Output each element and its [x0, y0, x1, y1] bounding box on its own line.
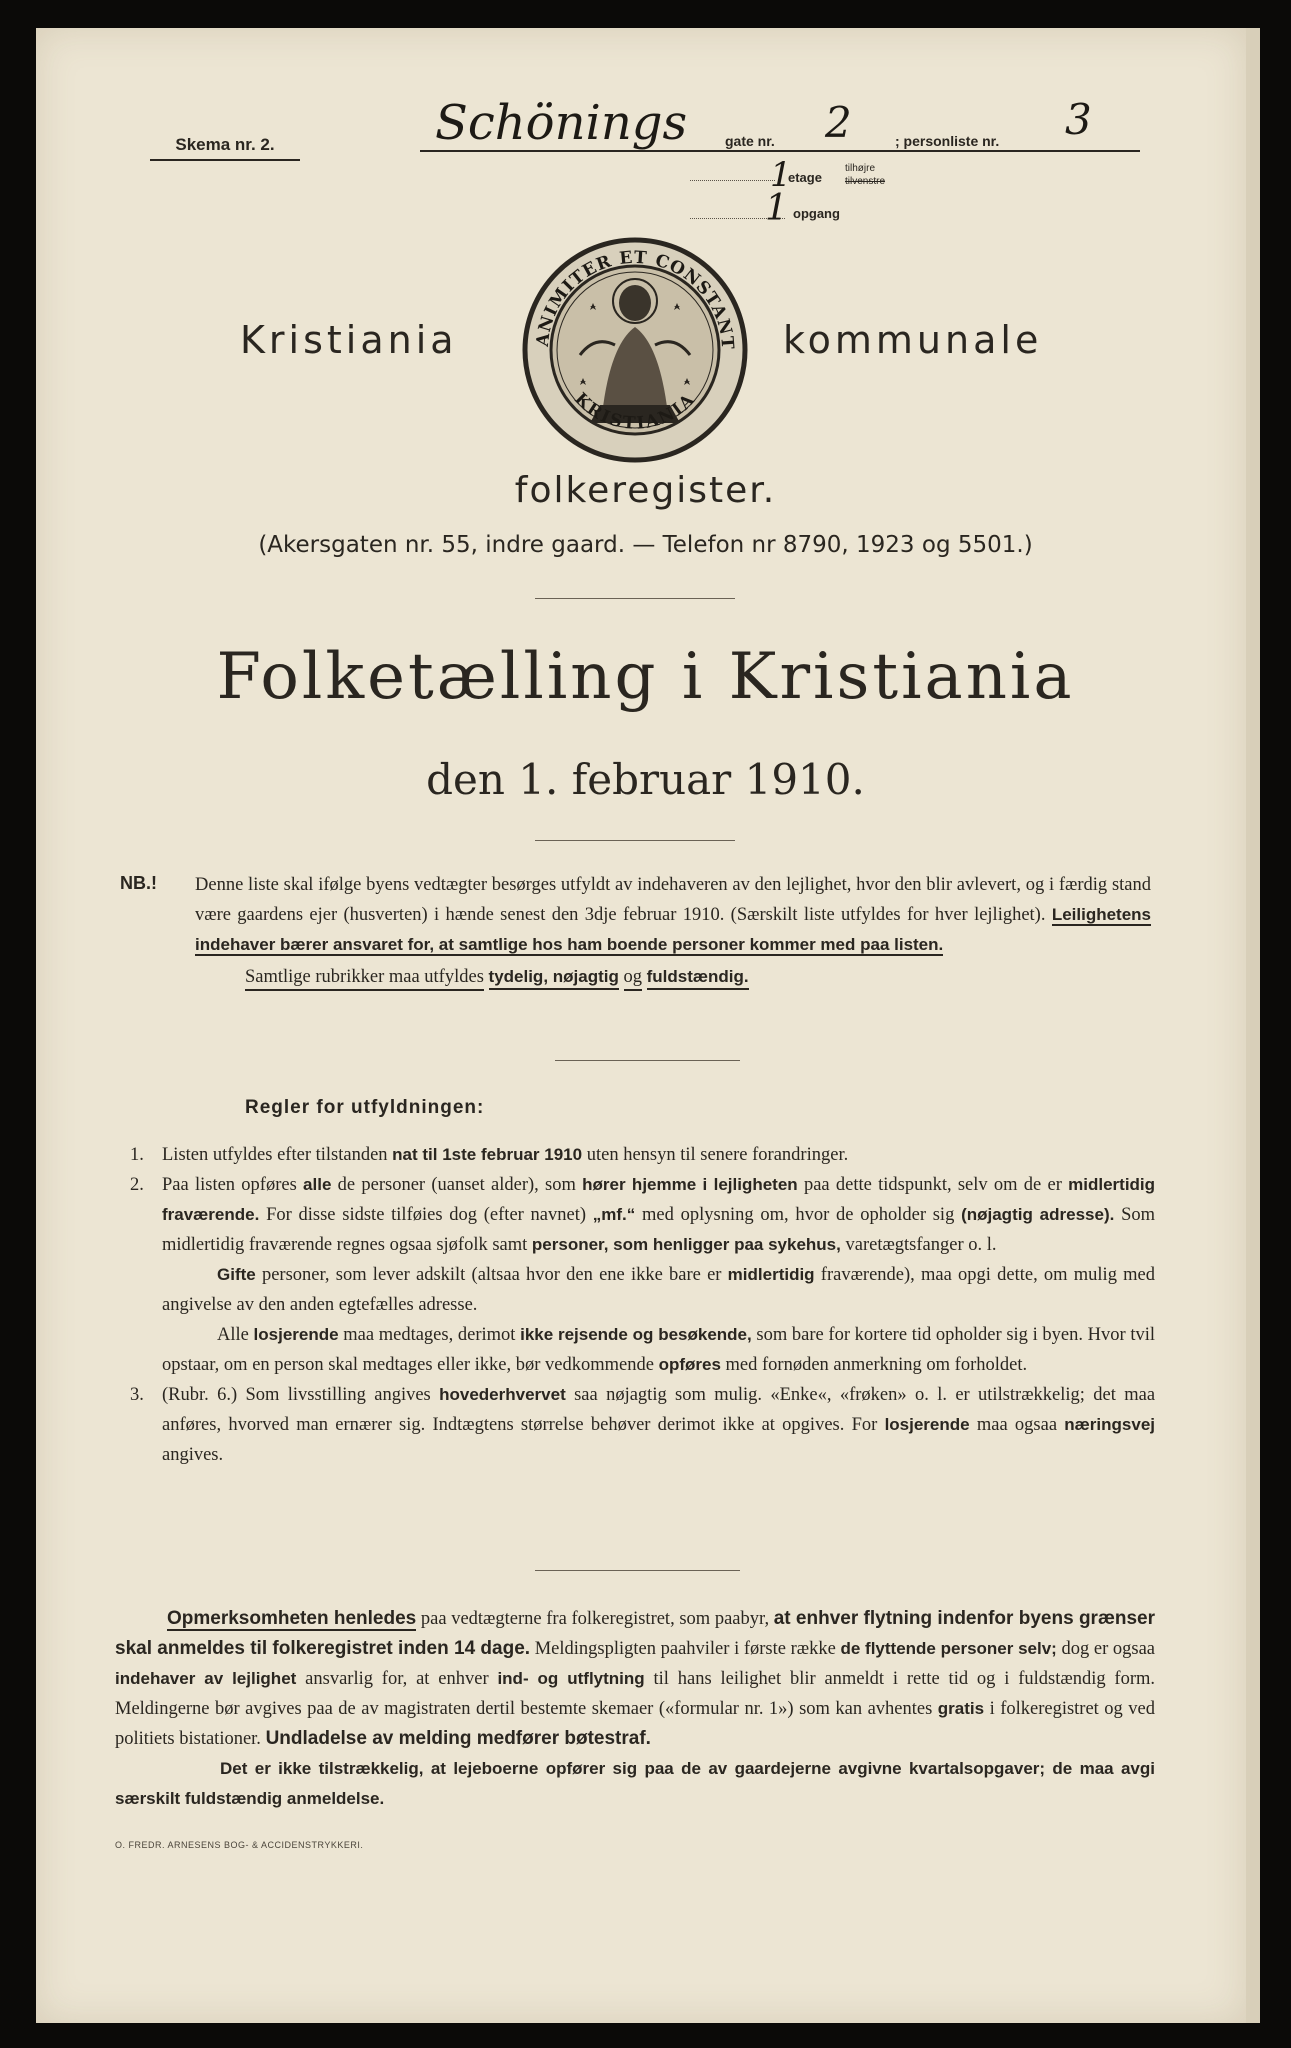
- notice-emphasis: indehaver av lejlighet: [115, 1669, 297, 1688]
- etage-handwritten: 1: [770, 155, 792, 195]
- etage-label: etage: [788, 170, 822, 185]
- notice-heading: Opmerksomheten henledes: [167, 1608, 417, 1629]
- census-date: den 1. februar 1910.: [426, 755, 865, 804]
- rule-emphasis: opføres: [658, 1355, 721, 1374]
- rule-2-lodgers: [162, 1320, 1155, 1380]
- personliste-number-handwritten: 3: [1065, 95, 1092, 144]
- opgang-handwritten: 1: [765, 188, 788, 229]
- gate-number-handwritten: 2: [825, 98, 852, 147]
- nb-fill-d: fuldstændig.: [647, 967, 749, 990]
- rule-text: de personer (uanset alder), som: [337, 1175, 576, 1195]
- nb-text: [195, 870, 1151, 992]
- rules-list: [130, 1140, 1155, 1470]
- rule-number: 1.: [130, 1145, 144, 1165]
- notice-emphasis: ind- og utflytning: [497, 1669, 645, 1688]
- divider: [535, 598, 735, 599]
- rule-text: som bare for kortere tid opholder sig i byen. Hvor tvil opstaar, om en person skal medtages eller ikke, bør vedkommende: [162, 1325, 1156, 1375]
- divider: [535, 840, 735, 841]
- rule-text: fraværende), maa opgi dette, om mulig med angivelse av den anden egtefælles adresse.: [162, 1265, 1156, 1315]
- notice-final: Det er ikke tilstrækkelig, at lejeboerne opfører sig paa de av gaardejerne avgivne kvartalsopgaver; de maa avgi særskilt fuldstændig anmeldelse.: [115, 1759, 1155, 1808]
- city-seal: [520, 235, 750, 465]
- notice-text: ansvarlig for, at enhver: [305, 1669, 489, 1689]
- rule-emphasis: nat til 1ste februar 1910: [392, 1145, 583, 1164]
- page-title: Folketælling i Kristiania: [216, 640, 1075, 714]
- street-name-handwritten: Schönings: [435, 95, 688, 151]
- notice-text: dog er ogsaa: [1061, 1639, 1156, 1659]
- opgang-label: opgang: [793, 206, 840, 221]
- notice-rule: at enhver flytning indenfor byens grænser skal anmeldes til folkeregistret inden 14 dage.: [115, 1608, 1155, 1659]
- rule-emphasis: personer, som henligger paa sykehus,: [531, 1235, 841, 1254]
- nb-label: NB.!: [120, 873, 157, 893]
- seal-city-name: KRISTIANIA: [570, 389, 700, 434]
- heading-kommunale: kommunale: [783, 318, 1043, 362]
- rule-text: Som midlertidig fraværende regnes ogsaa sjøfolk samt: [162, 1205, 1156, 1255]
- rule-1: [130, 1140, 1155, 1170]
- printer-imprint: O. FREDR. ARNESENS BOG- & ACCIDENSTRYKKERI.: [115, 1840, 364, 1850]
- rule-text: maa medtages, derimot: [343, 1325, 516, 1345]
- divider: [535, 1570, 740, 1571]
- rule-number: 3.: [130, 1385, 144, 1405]
- etage-option-left: tilvenstre: [845, 176, 886, 187]
- nb-responsibility: Leilighetens indehaver bærer ansvaret for, at samtlige hos ham boende personer kommer med paa listen.: [195, 905, 1152, 954]
- schema-number: Skema nr. 2.: [150, 135, 300, 161]
- heading-kristiania: Kristiania: [240, 318, 458, 362]
- rule-text: Listen utfyldes efter tilstanden: [162, 1145, 388, 1165]
- rule-text: paa dette tidspunkt, selv om de er: [803, 1175, 1062, 1195]
- rule-text: med oplysning om, hvor de opholder sig: [642, 1205, 955, 1225]
- nb-fill-instructions: [245, 962, 1151, 992]
- city-seal-icon: [520, 235, 750, 465]
- rule-emphasis: (nøjagtig adresse).: [961, 1205, 1115, 1224]
- rule-emphasis: ikke rejsende og besøkende,: [520, 1325, 752, 1344]
- office-address: (Akersgaten nr. 55, indre gaard. — Telefon nr 8790, 1923 og 5501.): [258, 532, 1033, 558]
- rule-text: Paa listen opføres: [162, 1175, 297, 1195]
- rule-emphasis: losjerende: [253, 1325, 339, 1344]
- rule-emphasis: alle: [303, 1175, 332, 1194]
- nb-fill-c: og: [624, 967, 643, 991]
- notice-text: i folkeregistret og ved politiets bistationer.: [115, 1699, 1155, 1749]
- rule-emphasis: „mf.“: [592, 1205, 636, 1224]
- moving-notice: [115, 1604, 1155, 1814]
- rule-text: maa ogsaa: [976, 1415, 1058, 1435]
- rule-emphasis: hovederhvervet: [439, 1385, 566, 1404]
- notice-text: Meldingspligten paahviler i første række: [534, 1639, 836, 1659]
- divider: [555, 1060, 740, 1061]
- rule-2-married: [162, 1260, 1155, 1320]
- rule-text: varetægtsfanger o. l.: [845, 1235, 997, 1255]
- rules-heading: Regler for utfyldningen:: [245, 1097, 485, 1118]
- nb-fill-a: Samtlige rubrikker maa utfyldes: [245, 967, 484, 991]
- rule-text: Alle: [217, 1325, 249, 1345]
- gate-label: gate nr.: [725, 133, 775, 149]
- rule-text: med fornøden anmerkning om forholdet.: [725, 1355, 1028, 1375]
- rule-text: uten hensyn til senere forandringer.: [586, 1145, 849, 1165]
- rule-emphasis: hører hjemme i lejligheten: [582, 1175, 798, 1194]
- rule-text: For disse sidste tilføies dog (efter navnet): [266, 1205, 587, 1225]
- rule-3: [130, 1380, 1155, 1470]
- rule-text: saa nøjagtig som mulig. «Enke«, «frøken» o. l. er utilstrækkelig; det maa anføres, hvorved man ernærer sig. Indtægtens størrelse behøver derimot ikke at opgives. For: [162, 1385, 1156, 1435]
- notice-penalty: Undladelse av melding medfører bøtestraf.: [265, 1728, 651, 1749]
- rule-emphasis: midlertidig: [727, 1265, 815, 1284]
- etage-option-right: tilhøjre: [845, 163, 876, 174]
- etage-field: [690, 180, 775, 181]
- rule-emphasis: losjerende: [884, 1415, 970, 1434]
- nb-fill-b: tydelig, nøjagtig: [489, 967, 619, 990]
- heading-folkeregister: folkeregister.: [514, 470, 777, 511]
- rule-text: personer, som lever adskilt (altsaa hvor den ene ikke bare er: [261, 1265, 722, 1285]
- rule-2: [130, 1170, 1155, 1380]
- rule-number: 2.: [130, 1175, 144, 1195]
- personliste-label: ; personliste nr.: [895, 133, 1000, 149]
- seal-motto: ANIMITER ET CONSTANT: [532, 247, 738, 351]
- rule-emphasis: Gifte: [217, 1265, 256, 1284]
- rule-text: angives.: [162, 1445, 224, 1465]
- notice-emphasis: gratis: [937, 1699, 985, 1718]
- nb-text-intro: Denne liste skal ifølge byens vedtægter besørges utfyldt av indehaveren av den lejlighet, hvor den blir avlevert, og i færdig stand være gaardens ejer (husverten) i hænde senest den 3dje februar 1910. (Særskilt liste utfyldes for hver lejlighet).: [195, 875, 1151, 925]
- notice-text: paa vedtægterne fra folkeregistret, som paabyr,: [420, 1609, 770, 1629]
- rule-emphasis: midlertidig fraværende.: [162, 1175, 1156, 1224]
- rule-text: (Rubr. 6.) Som livsstilling angives: [162, 1385, 431, 1405]
- notice-text: til hans leilighet blir anmeldt i rette tid og i fuldstændig form. Meldingerne bør avgives paa de av magistraten dertil bestemte skemaer («formular nr. 1») som kan avhentes: [115, 1669, 1156, 1719]
- notice-emphasis: de flyttende personer selv;: [840, 1639, 1057, 1658]
- rule-emphasis: næringsvej: [1064, 1415, 1155, 1434]
